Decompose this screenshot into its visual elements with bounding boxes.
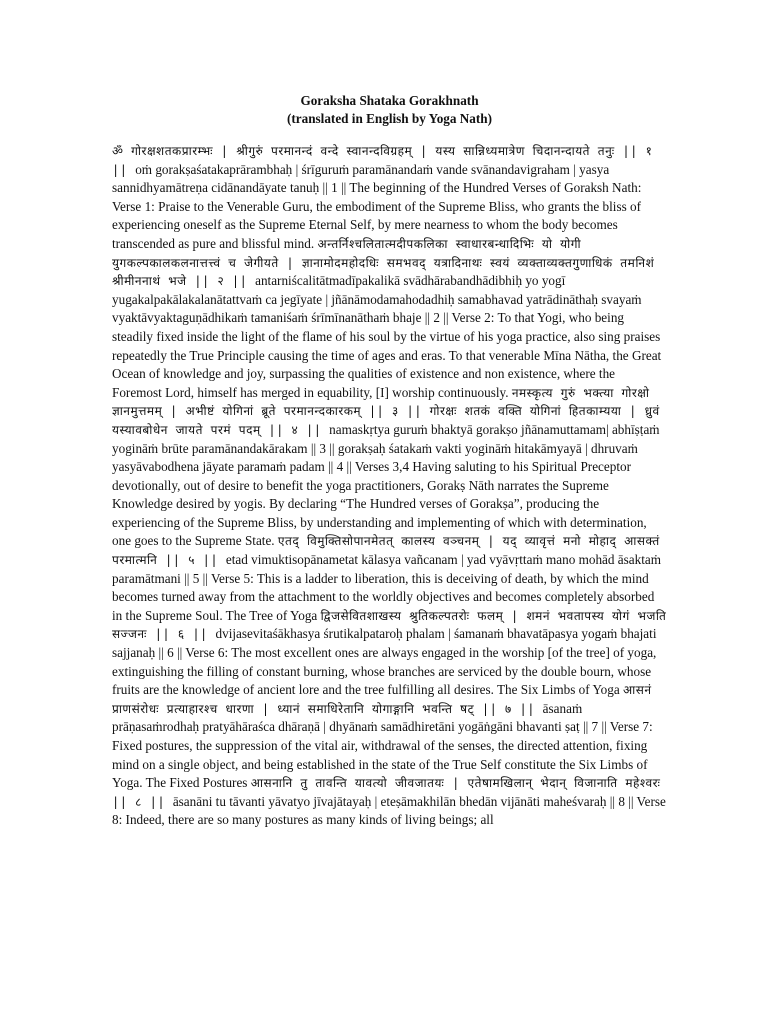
verse-text: antarniścalitātmadīpakalikā svādhārabandhādibhiḥ yo yogī yugakalpakālakalanātattvaṁ ca jegīyate | jñānāmodamahodadhiḥ samabhavad yatrādināthaḥ svayaṁ vyaktāvyaktaguṇādhikaṁ tamaniśaṁ śrīmīnanāthaṁ bhaje || 2 || Verse 2: To that Yogi, who being steadily fixed inside the light of the flame of his soul by the virtue of his yoga practice, also sing praises repeatedly the True Principle causing the time of ages and eras. To that venerable Mīna Nātha, the Great Ocean of knowledge and joy, surpassing the qualities of existence and non existence, where the Foremost Lord, himself has merged in equability, [I] worship continuously. <box>112 273 662 400</box>
devanagari-text: ॐ गोरक्षशतकप्रारम्भः | श्रीगुरुं परमानन्दं वन्दे स्वानन्दविग्रहम् | यस्य सान्निध्यमात्रेण चिदानन्दायते तनुः || १ || <box>112 144 653 177</box>
document-body <box>112 142 667 830</box>
verse-text: etad vimuktisopānametat kālasya vañcanam | yad vyāvṛttaṁ mano mohād āsaktaṁ paramātmani || 5 || Verse 5: This is a ladder to liberation, this is deceiving of death, by which the mind becomes turned away from the attachment to the worldly objectives and becomes completely absorbed in the Supreme Soul. The Tree of Yoga <box>112 552 661 623</box>
devanagari-text: एतद् विमुक्तिसोपानमेतत् कालस्य वञ्चनम् | यद् व्यावृत्तं मनो मोहाद् आसक्तं परमात्मनि || ५ || <box>112 534 660 568</box>
verse-text: oṁ gorakṣaśatakaprārambhaḥ | śrīguruṁ paramānandaṁ vande svānandavigraham | yasya sannidhyamātreṇa cidānandāyate tanuḥ || 1 || The beginning of the Hundred Verses of Goraksh Nath: Verse 1: Praise to the Venerable Guru, the embodiment of the Supreme Bliss, who grants the bliss of experiencing oneself as the Supreme Eternal Self, by mere nearness to whom the body becomes transcended as pure and blissful mind. <box>112 161 642 251</box>
verse-text: āsanāni tu tāvanti yāvatyo jīvajātayaḥ | eteṣāmakhilān bhedān vijānāti maheśvaraḥ || 8 || Verse 8: Indeed, there are so many postures as many kinds of living beings; all <box>112 793 666 828</box>
document-title <box>112 92 667 128</box>
verse-text: āsanaṁ prāṇasaṁrodhaḥ pratyāhāraśca dhāraṇā | dhyānaṁ samādhiretāni yogāṅgāni bhavanti ṣaṭ || 7 || Verse 7: Fixed postures, the suppression of the vital air, withdrawal of the senses, the directed attention, fixing mind on a single object, and being established in the state of the True Self constitute the Six Limbs of Yoga. The Fixed Postures <box>112 700 653 791</box>
devanagari-text: आसनं प्राणसंरोधः प्रत्याहारश्च धारणा | ध्यानं समाधिरेतानि योगाङ्गानि भवन्ति षट् || ७ || <box>112 683 652 716</box>
verse-text: namaskṛtya guruṁ bhaktyā gorakṣo jñānamuttamam| abhīṣṭaṁ yogināṁ brūte paramānandakārakam || 3 || gorakṣaḥ śatakaṁ vakti yogināṁ hitakāmyayā | dhruvaṁ yasyāvabodhena jāyate paramaṁ padam || 4 || Verses 3,4 Having saluting to his Spiritual Preceptor devotionally, out of desire to benefit the yoga practitioners, Gorakṣ Nāth narrates the Supreme Knowledge desired by yogis. By declaring “The Hundred verses of Gorakṣa”, producing the experiencing of the Supreme Bliss, by understanding and implementing of which with determination, one goes to the Supreme State. <box>112 421 660 549</box>
devanagari-text: अन्तर्निश्चलितात्मदीपकलिका स्वाधारबन्धादिभिः यो योगी युगकल्पकालकलनात्तत्त्वं च जेगीयते | ज्ञानामोदमहोदधिः समभवद् यत्रादिनाथः स्वयं व्यक्ताव्यक्तगुणाधिकं तमनिशं श्रीमीननाथं भजे || २ || <box>112 236 655 289</box>
title-line-1: Goraksha Shataka Gorakhnath <box>300 93 479 108</box>
verse-text: dvijasevitaśākhasya śrutikalpataroḥ phalam | śamanaṁ bhavatāpasya yogaṁ bhajati sajjanaḥ || 6 || Verse 6: The most excellent ones are always engaged in the worship [of the tree] of yoga, extinguishing the filling of constant burning, whose branches are serviced by the double bourn, whose fruits are the knowledge of ancient lore and the tree fulfilling all desires. The Six Limbs of Yoga <box>112 626 657 698</box>
title-line-2: (translated in English by Yoga Nath) <box>286 111 493 126</box>
devanagari-text: नमस्कृत्य गुरुं भक्त्या गोरक्षो ज्ञानमुत्तमम् | अभीष्टं योगिनां ब्रूते परमानन्दकारकम् || ३ || गोरक्षः शतकं वक्ति योगिनां हितकाम्यया | ध्रुवं यस्यावबोधेन जायते परमं पदम् || ४ || <box>112 385 660 437</box>
devanagari-text: द्विजसेवितशाखस्य श्रुतिकल्पतरोः फलम् | शमनं भवतापस्य योगं भजति सज्जनः || ६ || <box>112 608 667 642</box>
devanagari-text: आसनानि तु तावन्ति यावत्यो जीवजातयः | एतेषामखिलान् भेदान् विजानाति महेश्वरः || ८ || <box>112 776 661 809</box>
document-page <box>112 92 667 830</box>
